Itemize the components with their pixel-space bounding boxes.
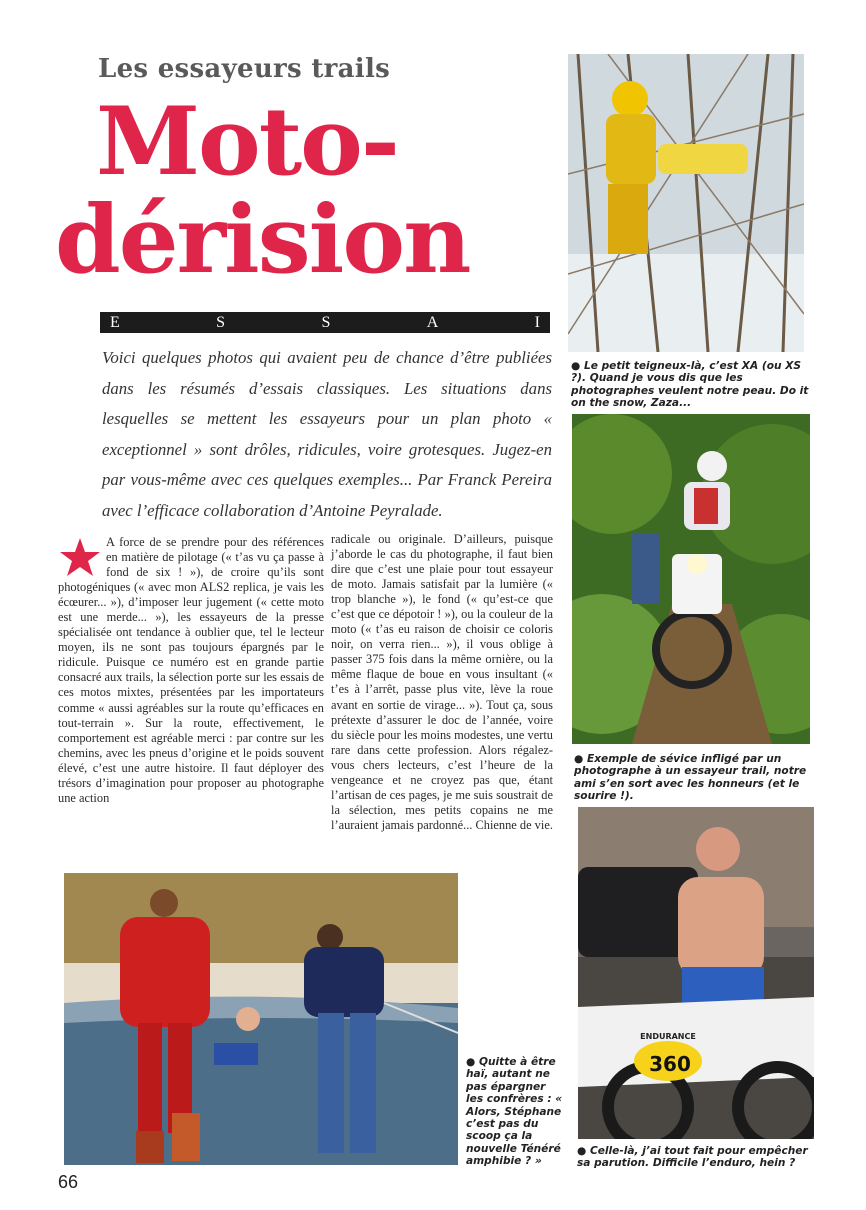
intro-paragraph: Voici quelques photos qui avaient peu de chance d’être publiées dans les résumés d’essais classiques. Les situations dans lesquelles se mettent les essayeurs pour un plan photo « exceptionnel » sont drôles, ridicules, voire grotesques. Jugez-en par vous-même avec ces quelques exemples... Par Franck Pereira avec l’efficace collaboration d’Antoine Peyralade.	[102, 348, 552, 520]
band-letter: S	[321, 313, 331, 331]
caption-bullet: ●	[466, 1056, 476, 1068]
photo-enduro-man	[578, 807, 814, 1139]
caption-bullet: ●	[571, 360, 581, 372]
caption-enduro-man	[577, 1145, 817, 1170]
band-letter: A	[426, 313, 439, 331]
essai-band	[100, 312, 550, 333]
title-line-2: dérision	[55, 185, 470, 295]
body-column-1	[58, 535, 324, 806]
kicker-heading: Les essayeurs trails	[98, 54, 391, 84]
star-icon	[58, 537, 102, 577]
page-number: 66	[58, 1172, 79, 1192]
caption-forest-rider	[574, 753, 814, 803]
caption-text: Quitte à être haï, autant ne pas épargner les confrères : « Alors, Stéphane c’est pas du scoop ça la nouvelle Ténéré amphibie ? »	[466, 1056, 563, 1168]
caption-text: Exemple de sévice infligé par un photographe à un essayeur trail, notre ami s’en sort avec les honneurs (et le sourire !).	[574, 753, 807, 803]
photo-forest-rider	[572, 414, 810, 744]
photo-snow-rider	[568, 54, 804, 352]
caption-bullet: ●	[574, 753, 584, 765]
bib-text: ENDURANCE	[640, 1032, 696, 1041]
caption-water-scene	[466, 1056, 564, 1168]
caption-text: Celle-là, j’ai tout fait pour empêcher sa parution. Difficile l’enduro, hein ?	[577, 1145, 808, 1170]
band-letter: E	[110, 313, 120, 331]
photo-water-scene	[64, 873, 458, 1165]
caption-bullet: ●	[577, 1145, 587, 1157]
body-text-col1: A force de se prendre pour des références en matière de pilotage (« t’as vu ça passe à fond de six ! »), de croire qu’ils sont photogéniques (« avec mon ALS2 replica, je vais les écœurer... »), d’imposer leur jugement (« cette moto est une merde... »), les essayeurs de la presse spécialisée ont tendance à oublier que, tel le lecteur moyen, ils ne sont pas toujours épargnés par le ridicule. Puisque ce numéro est en grande partie consacré aux trails, la sélection porte sur les essais de ces motos mixtes, présentées par les importateurs comme « aussi agréables sur la route qu’efficaces en tout-terrain ». Sur la route, effectivement, le comportement est agréable merci : par contre sur les chemins, avec les pneus d’origine et le poids souvent élevé, c’est une autre histoire. Il faut déployer des trésors d’imagination pour proposer au photographe une action	[58, 535, 324, 805]
band-letter: S	[216, 313, 226, 331]
caption-snow-rider	[571, 360, 809, 410]
body-column-2: radicale ou originale. D’ailleurs, puisque j’aborde le cas du photographe, il faut bien dire que c’est une plaie pour tout essayeur de moto. Jamais satisfait par la lumière (« trop blanche »), le fond (« qu’est-ce que c’est que ce dépotoir ! »), ou la couleur de la moto (« t’as eu raison de choisir ce coloris noir, on verra rien... »), il vous oblige à passer 375 fois dans la même ornière, ou la même flaque de boue en vous insultant (« t’es à l’arrêt, passe plus vite, lève la roue avant en sortie de virage... »). Tout ça, sous prétexte d’assurer le doc de l’année, voire du siècle pour les moins modestes, une vertu rare dans cette profession. Alors régalez-vous chers lecteurs, c’est l’heure de la vengeance et ne croyez pas que, étant l’artisan de ces pages, je me suis soustrait de la sélection, mes petits copains ne me l’auraient jamais pardonné... Chienne de vie.	[331, 532, 553, 832]
title-line-1: Moto-	[96, 87, 398, 197]
caption-text: Le petit teigneux-là, c’est XA (ou XS ?). Quand je vous dis que les photographes veulent notre peau. Do it on the snow, Zaza...	[571, 360, 809, 410]
band-letter: I	[534, 313, 540, 331]
race-number: 360	[649, 1052, 691, 1076]
